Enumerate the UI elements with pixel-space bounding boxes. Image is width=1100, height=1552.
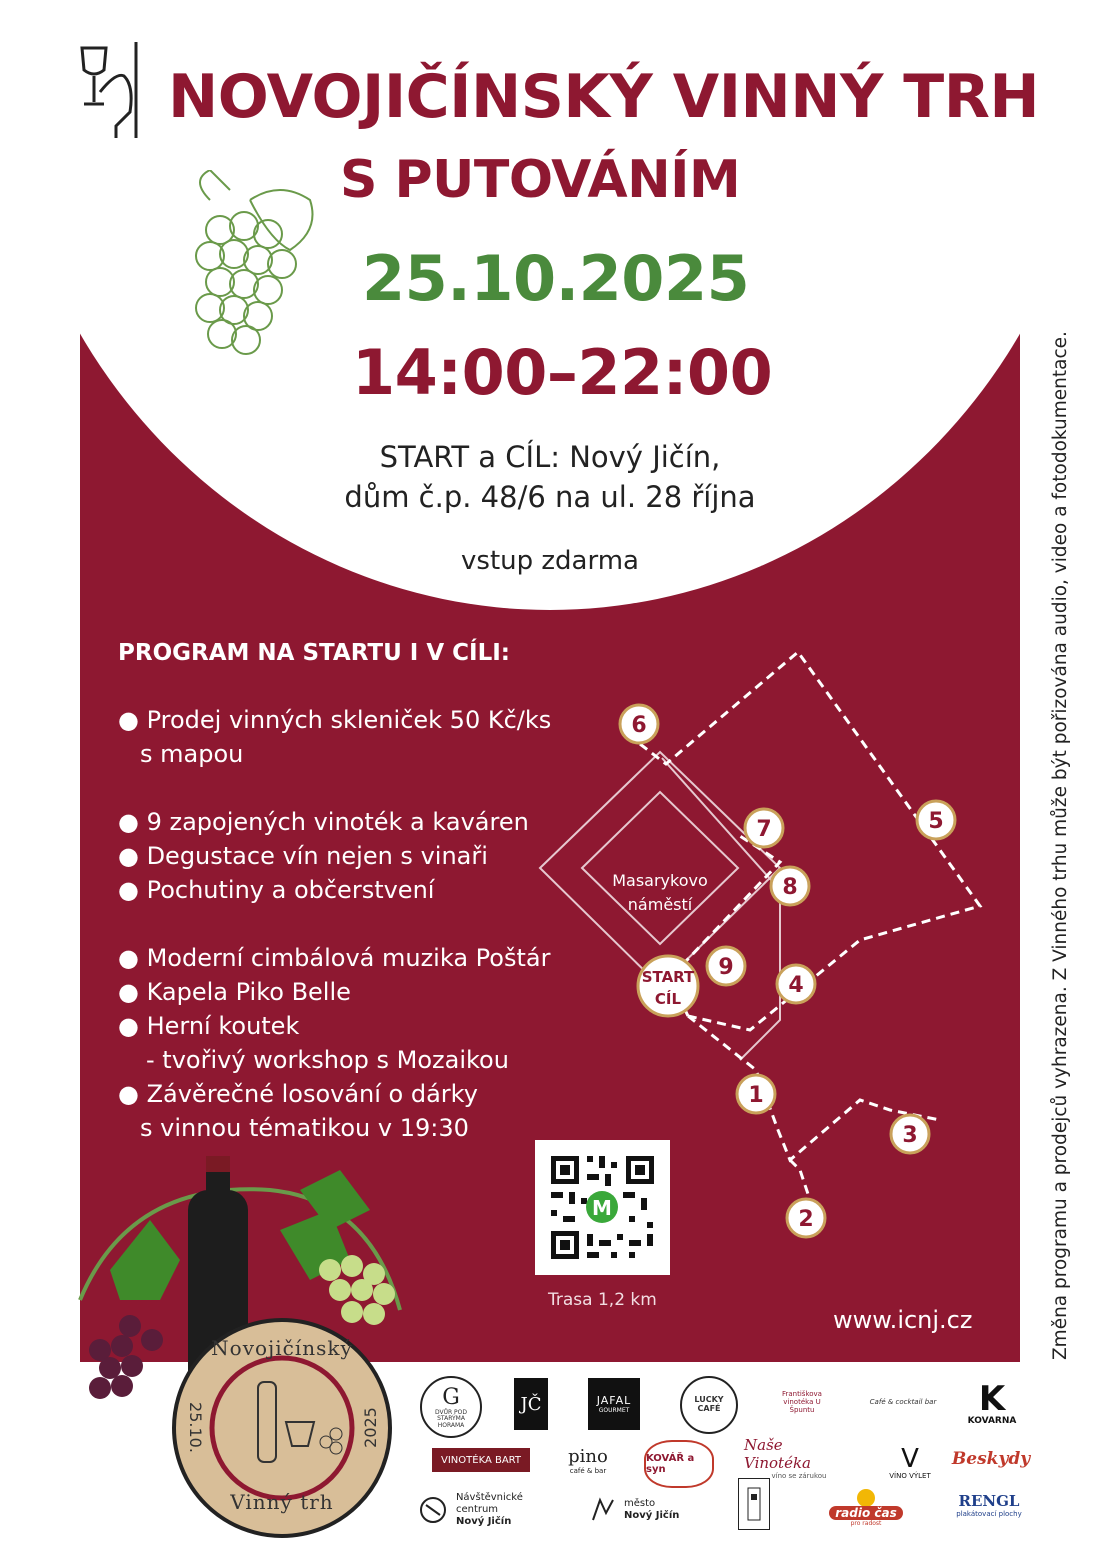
website-link[interactable]: www.icnj.cz	[833, 1306, 973, 1334]
stop-marker-7	[745, 809, 783, 847]
svg-text:START: START	[641, 968, 695, 986]
badge-top-text: Novojičínský	[211, 1336, 353, 1360]
stop-marker-1	[737, 1075, 775, 1113]
start-location-line1: START a CÍL: Nový Jičín,	[379, 440, 721, 474]
square-label-1: Masarykovo	[612, 871, 708, 890]
bottle-icon	[258, 1382, 276, 1462]
square-outline-outer	[540, 752, 780, 986]
badge-bottom-text: Vinný trh	[230, 1490, 334, 1514]
stop-marker-5	[917, 801, 955, 839]
square-label-2: náměstí	[627, 895, 693, 914]
program-item: ● Moderní cimbálová muzika Poštár	[118, 944, 551, 972]
program-item: ● Pochutiny a občerstvení	[118, 876, 435, 904]
program-item: - tvořivý workshop s Mozaikou	[146, 1046, 509, 1074]
vertical-disclaimer: Změna programu a prodejců vyhrazena. Z Vinného trhu může být pořizována audio, video a fotodokumentace.	[1050, 331, 1071, 1360]
poster-title: NOVOJIČÍNSKÝ VINNÝ TRH	[168, 62, 1040, 132]
stop-marker-9	[707, 947, 745, 985]
program-item: s vinnou tématikou v 19:30	[140, 1114, 469, 1142]
svg-text:CÍL: CÍL	[654, 990, 682, 1008]
program-heading: PROGRAM NA STARTU I V CÍLI:	[118, 640, 510, 666]
info-center-icon	[418, 1495, 448, 1525]
sun-icon	[846, 1484, 886, 1506]
square-outline-inner	[582, 792, 738, 944]
sponsor-jafal-logo: JAFAL GOURMET	[588, 1378, 640, 1430]
sponsor-mesto-logo: město Nový Jičín	[588, 1490, 698, 1530]
program-item: ● Kapela Piko Belle	[118, 978, 351, 1006]
stop-marker-2	[787, 1199, 825, 1237]
sponsor-frantiskova-logo: Františkova vinotéka U Špuntu	[782, 1390, 822, 1414]
badge-right-text: 2025	[360, 1407, 380, 1448]
sponsor-radio-cas-logo: radio čas pro radost	[820, 1480, 912, 1530]
event-date: 25.10.2025	[362, 242, 750, 315]
badge-left-text: 25.10.	[185, 1402, 205, 1453]
start-finish-marker	[638, 956, 698, 1016]
sponsor-lucky-logo: LUCKY CAFÉ	[680, 1376, 738, 1434]
program-item: ● Závěrečné losování o dárky	[118, 1080, 478, 1108]
sponsor-vino-vylet-logo: V VÍNO VÝLET	[889, 1444, 931, 1480]
entry-note: vstup zdarma	[461, 546, 639, 576]
program-item: ● Degustace vín nejen s vinaři	[118, 842, 488, 870]
svg-text:M: M	[592, 1196, 612, 1220]
stop-marker-4	[777, 965, 815, 1003]
poster-subtitle: S PUTOVÁNÍM	[340, 150, 741, 210]
stop-marker-6	[620, 705, 658, 743]
svg-text:6: 6	[631, 713, 647, 738]
start-location-line2: dům č.p. 48/6 na ul. 28 října	[344, 480, 756, 514]
stop-marker-3	[891, 1115, 929, 1153]
sponsor-rengl-logo: RENGL plakátovací plochy	[956, 1492, 1022, 1518]
sponsor-cafe-logo: Café & cocktail bar	[869, 1398, 937, 1407]
program-item: ● Herní koutek	[118, 1012, 300, 1040]
svg-text:4: 4	[788, 973, 804, 998]
program-item: s mapou	[140, 740, 244, 768]
svg-text:5: 5	[928, 809, 944, 834]
svg-text:3: 3	[902, 1123, 918, 1148]
glass-icon	[286, 1422, 314, 1446]
sponsor-bart-logo: VINOTÉKA BART	[432, 1448, 530, 1472]
sponsor-jc-logo: JČ	[514, 1378, 548, 1430]
tower-icon	[742, 1484, 766, 1524]
sponsor-pino-logo: pino café & bar	[568, 1445, 608, 1475]
grape-bunch-illustration	[180, 170, 330, 360]
qr-code[interactable]	[535, 1140, 670, 1275]
program-item: ● 9 zapojených vinoték a kaváren	[118, 808, 529, 836]
svg-text:8: 8	[782, 875, 798, 900]
sponsor-tower-logo	[738, 1478, 770, 1530]
event-badge-seal	[172, 1318, 392, 1538]
wine-glass-hand-icon	[76, 42, 140, 138]
stop-marker-8	[771, 867, 809, 905]
svg-text:7: 7	[756, 817, 772, 842]
sponsor-dvur-logo: G DVŮR POD STARÝMA HORAMA	[420, 1376, 482, 1438]
sponsor-ic-logo: Návštěvnické centrum Nový Jičín	[418, 1490, 568, 1530]
city-crest-icon	[588, 1495, 618, 1525]
sponsor-kovarna-logo: K KOVARNA	[967, 1379, 1017, 1426]
svg-text:1: 1	[748, 1083, 764, 1108]
svg-text:2: 2	[798, 1207, 814, 1232]
route-length: Trasa 1,2 km	[548, 1290, 657, 1310]
sponsor-nase-vinoteka-logo: Naše Vinotéka víno se zárukou	[744, 1436, 827, 1480]
sponsor-kovar-logo: KOVÁŘ a syn	[644, 1440, 714, 1488]
svg-text:9: 9	[718, 955, 734, 980]
program-item: ● Prodej vinných skleniček 50 Kč/ks	[118, 706, 552, 734]
sponsor-beskydy-logo: Beskydy	[951, 1449, 1031, 1469]
event-time: 14:00–22:00	[352, 336, 773, 409]
